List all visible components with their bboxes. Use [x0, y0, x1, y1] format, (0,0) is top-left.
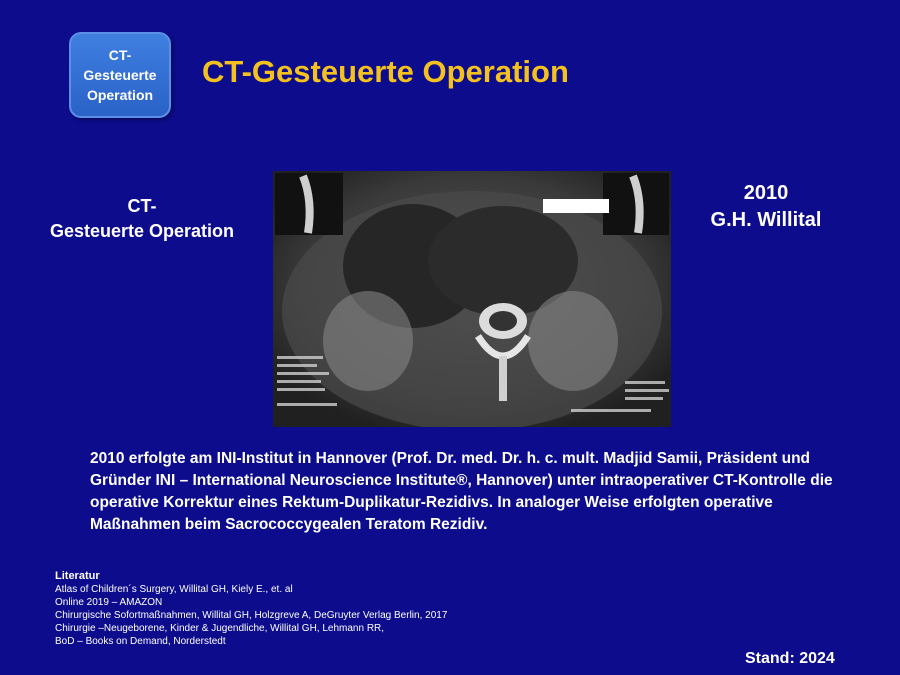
- literature-line: Chirurgische Sofortmaßnahmen, Willital GH, Holzgreve A, DeGruyter Verlag Berlin, 2017: [55, 610, 448, 621]
- ct-scan-drawing: [273, 171, 671, 427]
- left-caption: CT- Gesteuerte Operation: [49, 196, 235, 241]
- literature-line: BoD – Books on Demand, Norderstedt: [55, 636, 226, 647]
- slide-title: CT-Gesteuerte Operation: [202, 54, 569, 89]
- right-caption: [690, 180, 842, 234]
- literature-line: Online 2019 – AMAZON: [55, 597, 163, 608]
- section-badge[interactable]: CT- Gesteuerte Operation: [69, 32, 171, 118]
- literature-block: [55, 570, 575, 648]
- description-text: 2010 erfolgte am INI-Institut in Hannover (Prof. Dr. med. Dr. h. c. mult. Madjid Samii, Präsident und Gründer INI – International Neuroscience Institute®, Hannover) unter intraoperativer CT-Kontrolle die operative Korrektur eines Rektum-Duplikatur-Rezidivs. In analoger Weise erfolgten operative Maßnahmen beim Sacrococcygealen Teratom Rezidiv.: [90, 450, 833, 533]
- caption-author: G.H. Willital: [710, 209, 822, 231]
- literature-line: Atlas of Children´s Surgery, Willital GH, Kiely E., et. al: [55, 584, 293, 595]
- stand-date: Stand: 2024: [745, 650, 835, 667]
- caption-year: 2010: [743, 182, 789, 204]
- ct-scan-image: [273, 171, 671, 427]
- literature-line: Chirurgie –Neugeborene, Kinder & Jugendliche, Willital GH, Lehmann RR,: [55, 623, 385, 634]
- literature-heading: Literatur: [55, 570, 100, 582]
